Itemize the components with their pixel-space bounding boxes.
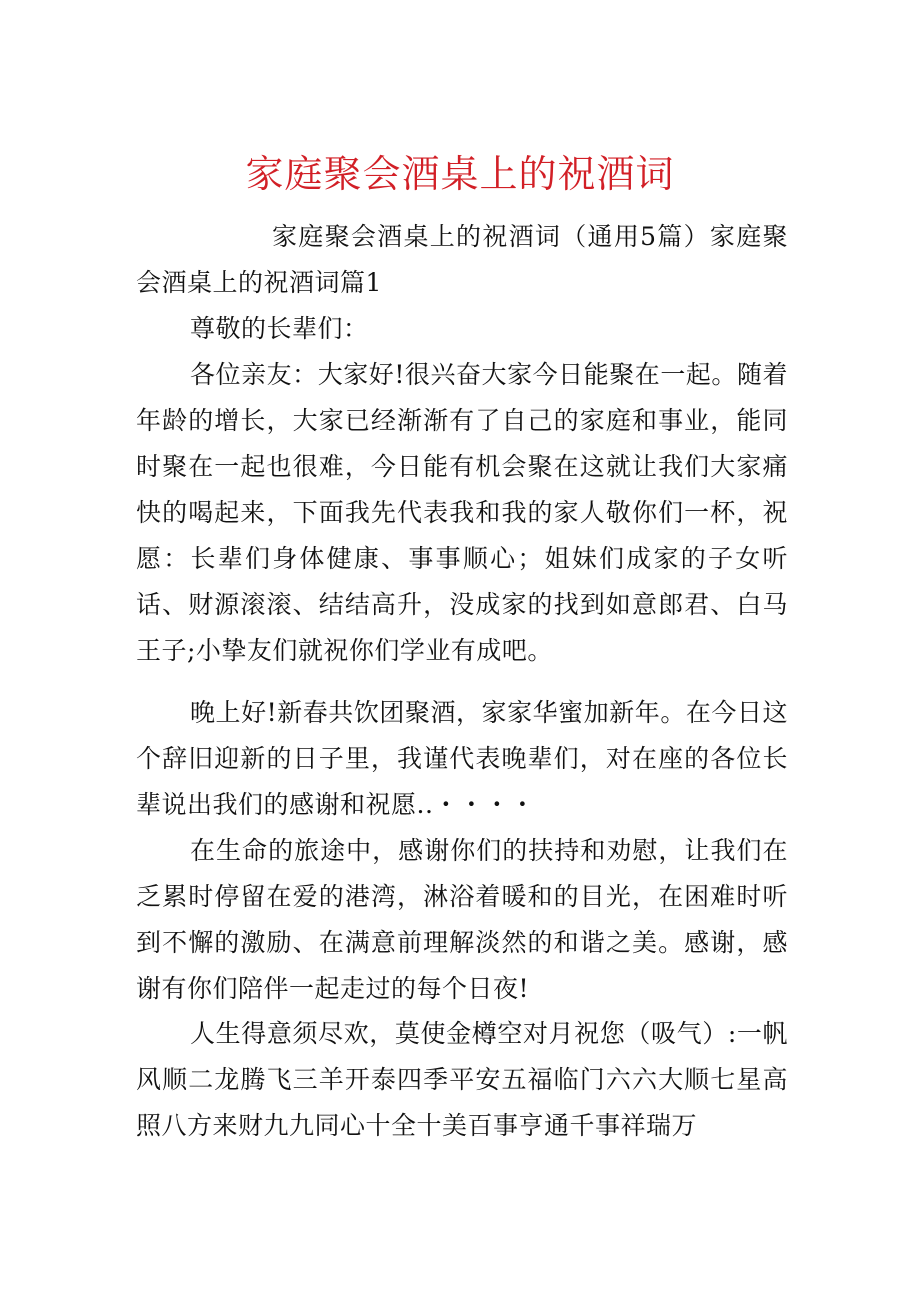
salutation-paragraph: 尊敬的长辈们： xyxy=(190,314,369,343)
document-title: 家庭聚会酒桌上的祝酒词 xyxy=(245,152,675,196)
evening-paragraph: 晚上好!新春共饮团聚酒，家家华蜜加新年。在今日这个辞旧迎新的日子里，我谨代表晚辈们，对在座的各位长辈说出我们的感谢和祝愿..・・・・ xyxy=(136,698,788,819)
greeting-paragraph: 各位亲友：大家好!很兴奋大家今日能聚在一起。随着年龄的增长，大家已经渐渐有了自己的家庭和事业，能同时聚在一起也很难，今日能有机会聚在这就让我们大家痛快的喝起来，下面我先代表我和我的家人敬你们一杯，祝愿：长辈们身体健康、事事顺心；姐妹们成家的子女听话、财源滚滚、结结高升，没成家的找到如意郎君、白马王子;小挚友们就祝你们学业有成吧。 xyxy=(136,360,788,665)
blessing-paragraph: 人生得意须尽欢，莫使金樽空对月祝您（吸气）:一帆风顺二龙腾飞三羊开泰四季平安五福临门六六大顺七星高照八方来财九九同心十全十美百事亨通千事祥瑞万 xyxy=(136,1019,788,1140)
intro-paragraph: 家庭聚会酒桌上的祝酒词（通用5篇）家庭聚会酒桌上的祝酒词篇1 xyxy=(136,222,788,297)
gratitude-paragraph: 在生命的旅途中，感谢你们的扶持和劝慰，让我们在乏累时停留在爱的港湾，淋浴着暖和的目光，在困难时听到不懈的激励、在满意前理解淡然的和谐之美。感谢，感谢有你们陪伴一起走过的每个日夜! xyxy=(136,836,788,1003)
